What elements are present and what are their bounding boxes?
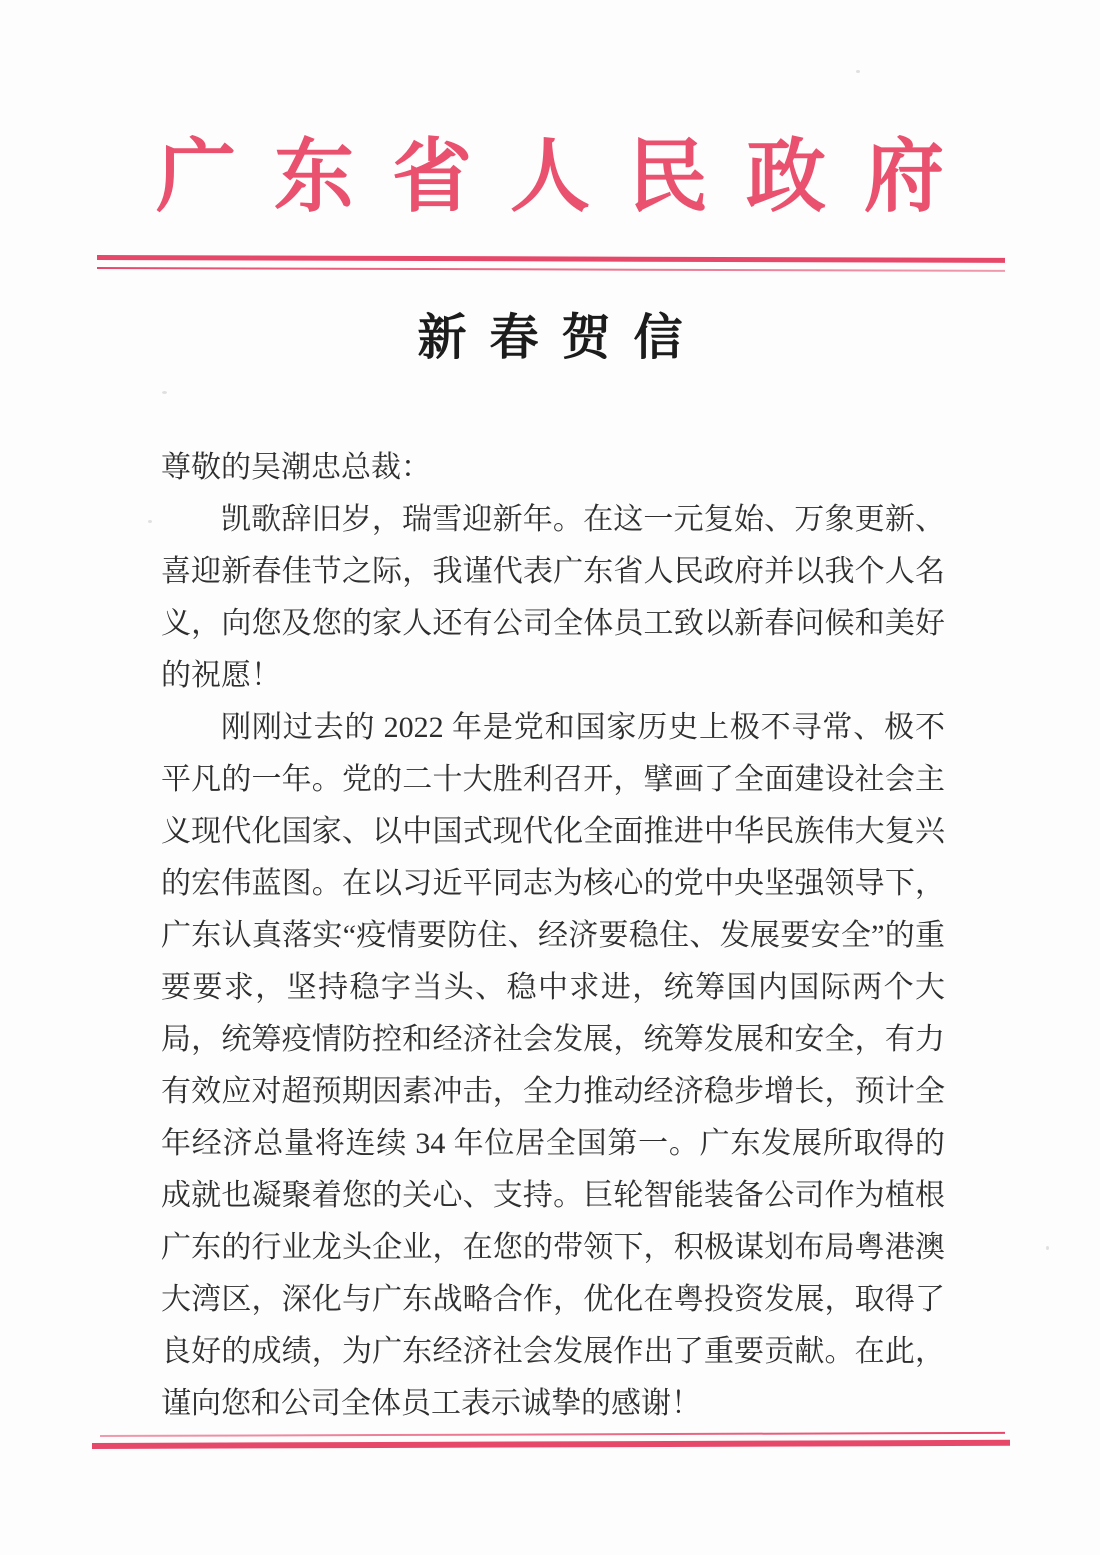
paragraph: 凯歌辞旧岁，瑞雪迎新年。在这一元复始、万象更新、喜迎新春佳节之际，我谨代表广东省人民政府并以我个人名义，向您及您的家人还有公司全体员工致以新春问候和美好的祝愿！ xyxy=(161,503,945,692)
footer-rule-thin xyxy=(100,1432,1005,1437)
letter-body xyxy=(161,442,945,1430)
letterhead-title: 广东省人民政府 xyxy=(156,134,982,222)
header-rule-thick xyxy=(97,255,1005,263)
letter-title: 新春贺信 xyxy=(417,310,706,365)
paragraph: 刚刚过去的 2022 年是党和国家历史上极不寻常、极不平凡的一年。党的二十大胜利召开，擘画了全面建设社会主义现代化国家、以中国式现代化全面推进中华民族伟大复兴的宏伟蓝图。在以习近平同志为核心的党中央坚强领导下，广东认真落实“疫情要防住、经济要稳住、发展要安全”的重要要求，坚持稳字当头、稳中求进，统筹国内国际两个大局，统筹疫情防控和经济社会发展，统筹发展和安全，有力有效应对超预期因素冲击，全力推动经济稳步增长，预计全年经济总量将连续 34 年位居全国第一。广东发展所取得的成就也凝聚着您的关心、支持。巨轮智能装备公司作为植根广东的行业龙头企业，在您的带领下，积极谋划布局粤港澳大湾区，深化与广东战略合作，优化在粤投资发展，取得了良好的成绩，为广东经济社会发展作出了重要贡献。在此，谨向您和公司全体员工表示诚挚的感谢！ xyxy=(161,711,945,1420)
salutation: 尊敬的吴潮忠总裁： xyxy=(161,451,431,484)
scan-speck xyxy=(856,70,860,73)
scan-speck xyxy=(1046,1246,1049,1250)
scan-speck xyxy=(148,520,152,523)
footer-rule-thick xyxy=(92,1440,1010,1449)
header-rule-thin xyxy=(97,267,1005,272)
scan-speck xyxy=(162,391,167,394)
